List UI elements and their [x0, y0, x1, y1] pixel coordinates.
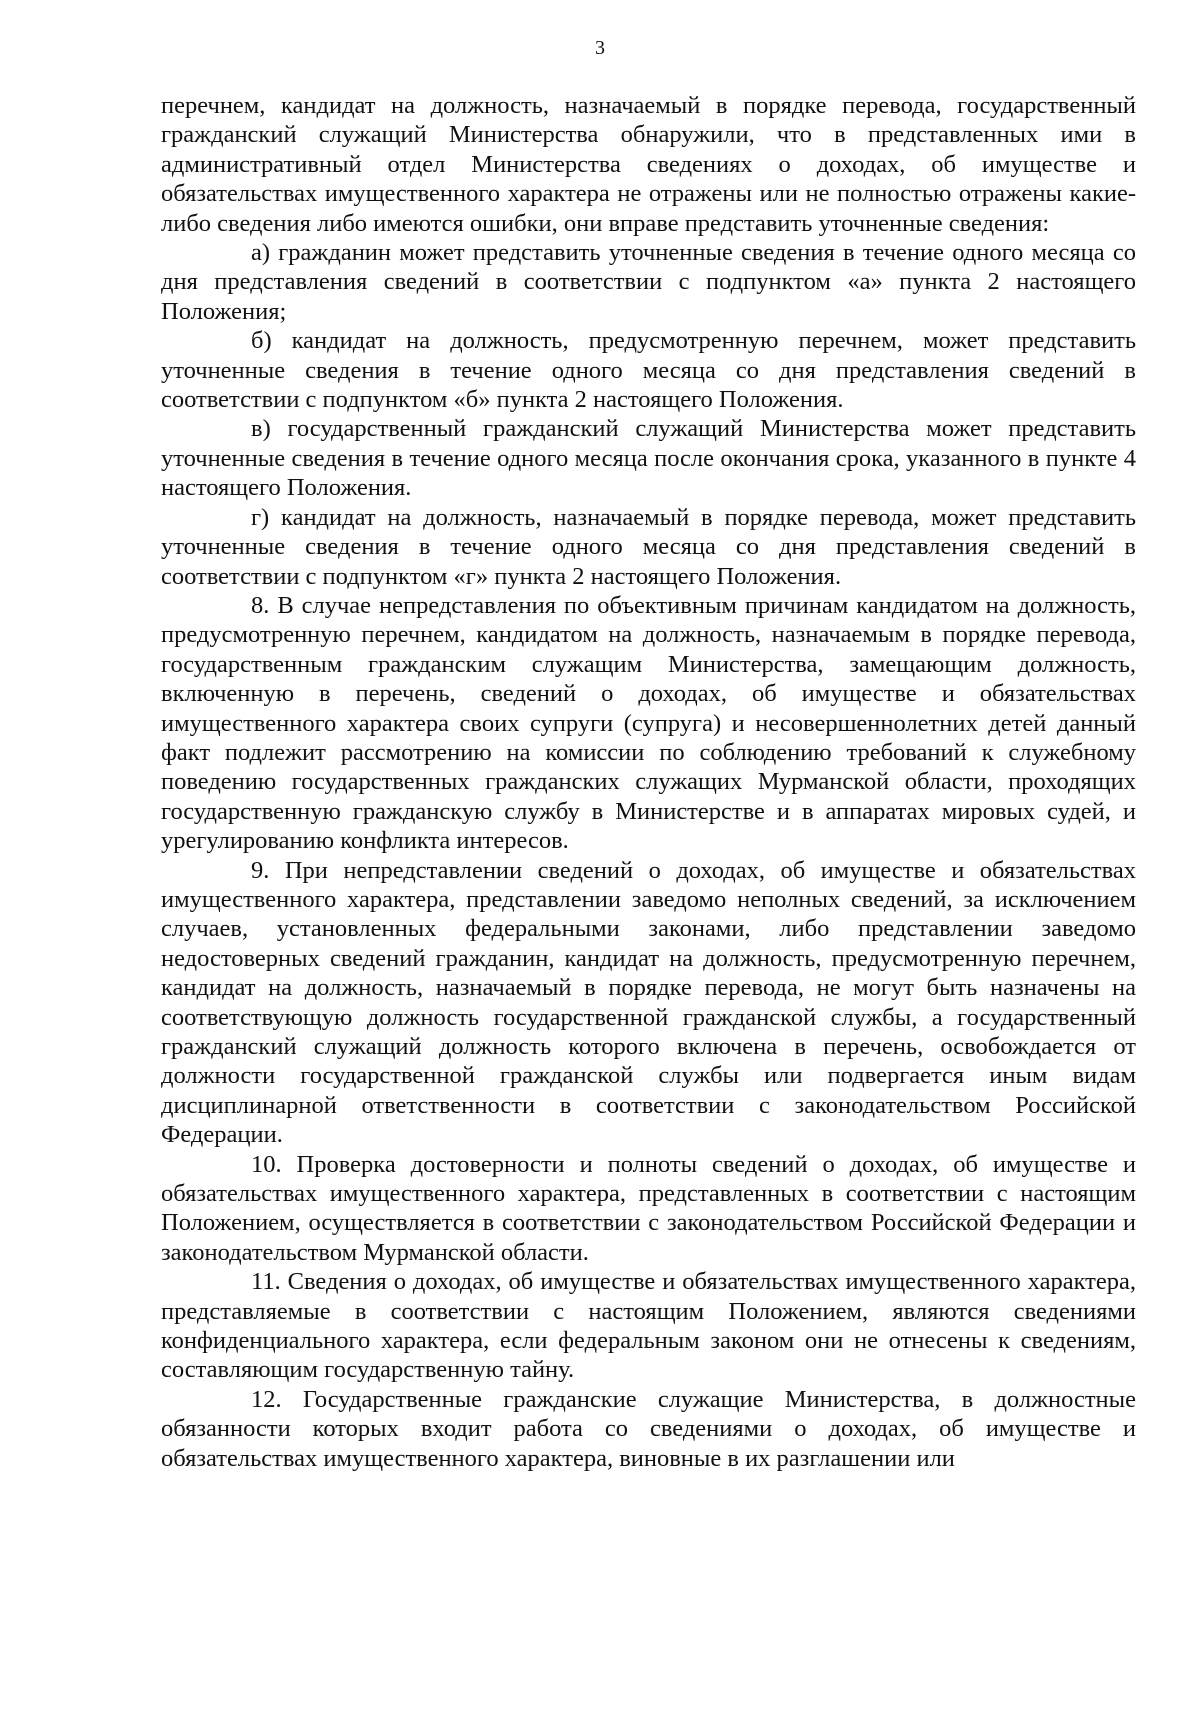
- paragraph-item-12: 12. Государственные гражданские служащие Министерства, в должностные обязанности которых входит работа со сведениями о доходах, об имуществе и обязательствах имущественного характера, виновные в их разглашении или: [161, 1385, 1136, 1472]
- paragraph-subitem-v: в) государственный гражданский служащий Министерства может представить уточненные сведения в течение одного месяца после окончания срока, указанного в пункте 4 настоящего Положения.: [161, 415, 1136, 502]
- paragraph-item-8: 8. В случае непредставления по объективным причинам кандидатом на должность, предусмотренную перечнем, кандидатом на должность, назначаемым в порядке перевода, государственным гражданским служащим Министерства, замещающим должность, включенную в перечень, сведений о доходах, об имуществе и обязательствах имущественного характера своих супруги (супруга) и несовершеннолетних детей данный факт подлежит рассмотрению на комиссии по соблюдению требований к служебному поведению государственных гражданских служащих Мурманской области, проходящих государственную гражданскую службу в Министерстве и в аппаратах мировых судей, и урегулированию конфликта интересов.: [161, 591, 1136, 855]
- document-body: [161, 91, 1136, 1473]
- paragraph-item-10: 10. Проверка достоверности и полноты сведений о доходах, об имуществе и обязательствах имущественного характера, представленных в соответствии с настоящим Положением, осуществляется в соответствии с законодательством Российской Федерации и законодательством Мурманской области.: [161, 1150, 1136, 1266]
- paragraph-item-9: 9. При непредставлении сведений о доходах, об имуществе и обязательствах имущественного характера, представлении заведомо неполных сведений, за исключением случаев, установленных федеральными законами, либо представлении заведомо недостоверных сведений гражданин, кандидат на должность, предусмотренную перечнем, кандидат на должность, назначаемый в порядке перевода, не могут быть назначены на соответствующую должность государственной гражданской службы, а государственный гражданский служащий должность которого включена в перечень, освобождается от должности государственной гражданской службы или подвергается иным видам дисциплинарной ответственности в соответствии с законодательством Российской Федерации.: [161, 856, 1136, 1149]
- paragraph-subitem-g: г) кандидат на должность, назначаемый в порядке перевода, может представить уточненные сведения в течение одного месяца со дня представления сведений в соответствии с подпунктом «г» пункта 2 настоящего Положения.: [161, 503, 1136, 590]
- paragraph-continuation: перечнем, кандидат на должность, назначаемый в порядке перевода, государственный гражданский служащий Министерства обнаружили, что в представленных ими в административный отдел Министерства сведениях о доходах, об имуществе и обязательствах имущественного характера не отражены или не полностью отражены какие-либо сведения либо имеются ошибки, они вправе представить уточненные сведения:: [161, 92, 1136, 237]
- paragraph-item-11: 11. Сведения о доходах, об имуществе и обязательствах имущественного характера, представляемые в соответствии с настоящим Положением, являются сведениями конфиденциального характера, если федеральным законом они не отнесены к сведениям, составляющим государственную тайну.: [161, 1268, 1136, 1384]
- paragraph-subitem-a: а) гражданин может представить уточненные сведения в течение одного месяца со дня представления сведений в соответствии с подпунктом «а» пункта 2 настоящего Положения;: [161, 239, 1136, 325]
- paragraph-subitem-b: б) кандидат на должность, предусмотренную перечнем, может представить уточненные сведения в течение одного месяца со дня представления сведений в соответствии с подпунктом «б» пункта 2 настоящего Положения.: [161, 327, 1136, 414]
- page-number: 3: [595, 37, 605, 59]
